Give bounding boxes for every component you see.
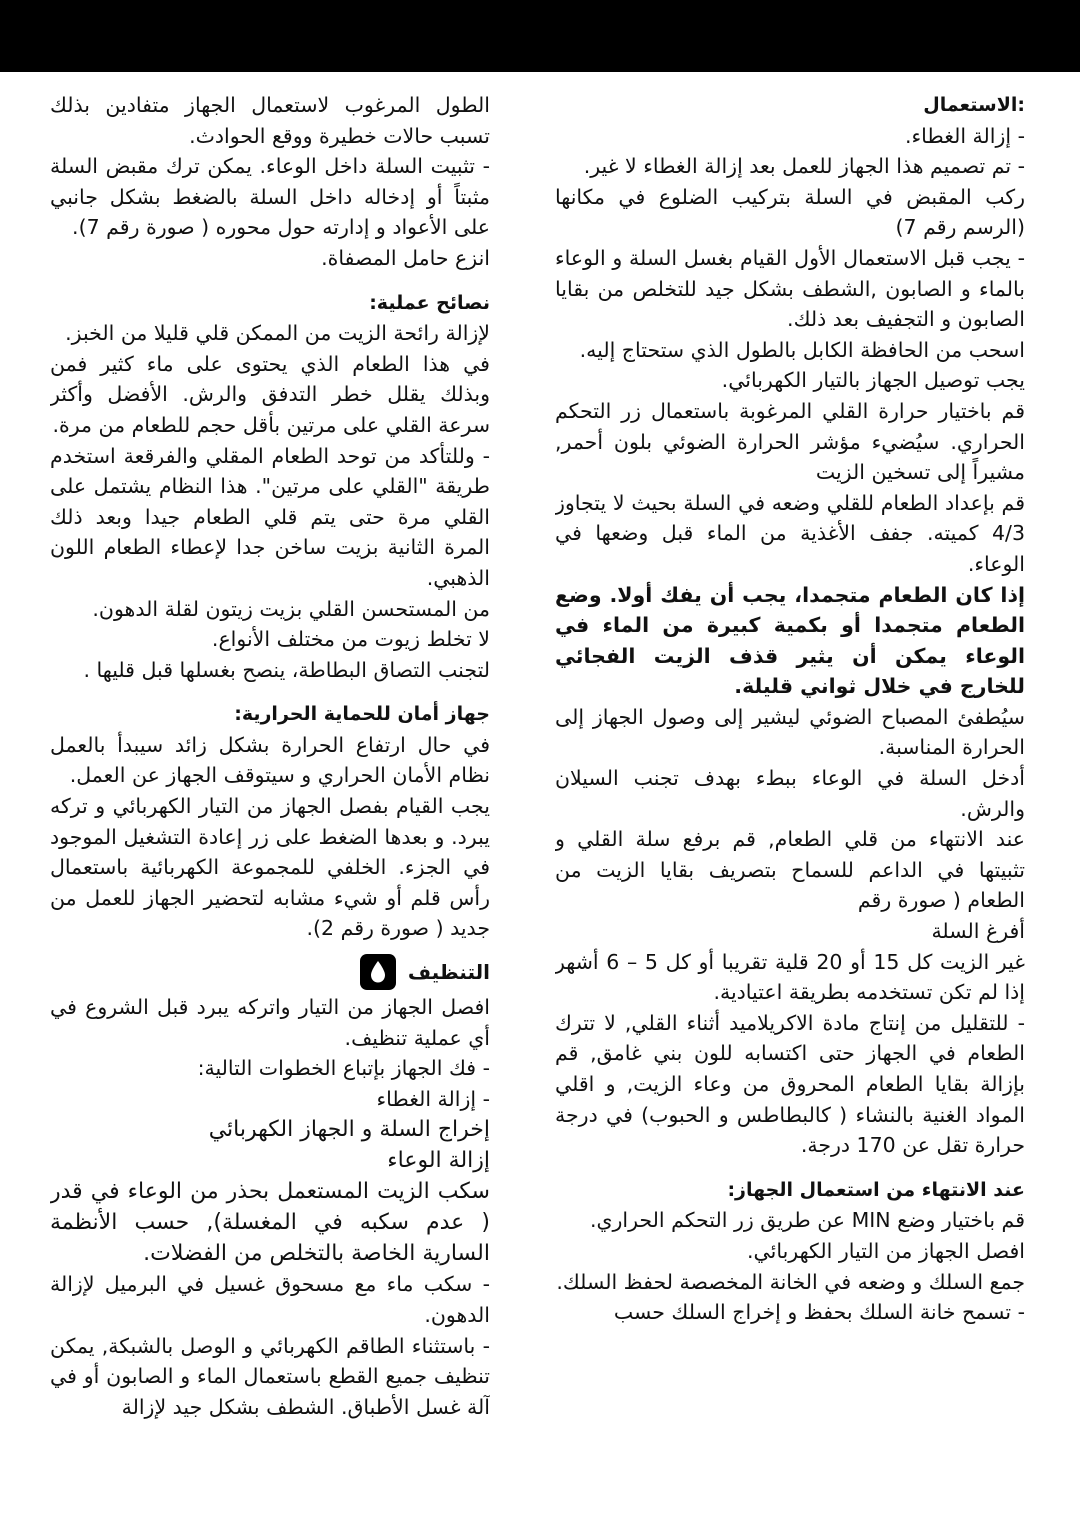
- cleaning-header: [50, 954, 490, 990]
- use-line: - يجب قبل الاستعمال الأول القيام بغسل السلة و الوعاء بالماء و الصابون ,الشطف بشكل جيد للتخلص من بقايا الصابون و التجفيف بعد ذلك.: [555, 245, 1025, 332]
- cleaning-step: إزالة الوعاء: [387, 1148, 490, 1174]
- use-line: عند الانتهاء من قلي الطعام, قم برفع سلة القلي و تثبيتها في الداعم للسماح بتصريف بقايا الزيت من الطعام ( صورة رقم: [555, 827, 1025, 913]
- use-line: - للتقليل من إنتاج مادة الاكريلاميد أثناء القلي, لا تترك الطعام في الجهاز حتى اكتسابه للون بني غامق, قم بإزالة بقايا الطعام المحروق من وعاء الزيت, و اقلي المواد الغنية بالنشاء ( كالبطاطس و الحبوب) في درجة حرارة تقل عن 170 درجة.: [555, 1010, 1025, 1158]
- water-drop-icon: [360, 954, 396, 990]
- tip-line: لتجنب التصاق البطاطة، ينصح بغسلها قبل قليها .: [83, 657, 490, 682]
- use-line: يجب توصيل الجهاز بالتيار الكهربائي.: [721, 368, 1025, 393]
- cleaning-step: إخراج السلة و الجهاز الكهربائي: [208, 1117, 490, 1143]
- use-line: أفرغ السلة: [931, 919, 1025, 944]
- end-of-use-heading: عند الانتهاء من استعمال الجهاز:: [727, 1178, 1025, 1201]
- tips-heading: نصائح عملية:: [369, 291, 490, 314]
- tip-line: في هذا الطعام الذي يحتوى على ماء كثير فمن وبذلك يقلل خطر التدفق والرش. الأفضل وأكثر سرعة القلي على مرتين بأقل حجم للطعام من مرة.: [50, 351, 490, 437]
- use-line: أدخل السلة في الوعاء ببطء بهدف تجنب السيلان والرش.: [555, 766, 1025, 821]
- use-line: سيُطفئ المصباح الضوئي ليشير إلى وصول الجهاز إلى الحرارة المناسبة.: [555, 704, 1025, 760]
- cleaning-step: سكب الزيت المستعمل بحذر من الوعاء في قدر ( عدم سكبه في المغسلة), حسب الأنظمة السارية الخاصة بالتخلص من الفضلات.: [50, 1179, 490, 1267]
- end-line: - تسمح خانة السلك بحفظ و إخراج السلك حسب: [613, 1300, 1025, 1325]
- right-column: [555, 90, 1025, 1504]
- use-line: ركب المقبض في السلة بتركيب الضلوع في مكانها (الرسم رقم 7): [555, 184, 1025, 240]
- cleaning-step: - سكب ماء مع مسحوق غسيل في البرميل لإزالة الدهون.: [50, 1272, 490, 1327]
- thermal-line: يجب القيام بفصل الجهاز من التيار الكهربائي و تركه يبرد. و بعدها الضغط على زر إعادة التشغيل الموجود في الجزء. الخلفي للمجموعة الكهربائية باستعمال رأس قلم أو شيء مشابه لتحضير الجهاز للعمل من جديد ( صورة رقم 2).: [50, 794, 490, 941]
- cleaning-line: افصل الجهاز من التيار واتركه يبرد قبل الشروع في أي عملية تنظيف.: [50, 995, 490, 1050]
- use-line: اسحب من الحافظة الكابل بالطول الذي ستحتاج إليه.: [579, 337, 1025, 362]
- left-column: [50, 90, 490, 1504]
- tip-line: لإزالة رائحة الزيت من الممكن قلي قليلا من الخبز.: [65, 321, 490, 346]
- use-line: قم بإعداد الطعام للقلي وضعه في السلة بحيث لا يتجاوز 4/3 كميته. جفف الأغذية من الماء قبل وضعها في الوعاء.: [555, 490, 1025, 576]
- tip-line: من المستحسن القلي بزيت زيتون لقلة الدهون.: [92, 596, 490, 621]
- cleaning-line: - إزالة الغطاء: [376, 1086, 490, 1111]
- tip-line: لا تخلط زيوت من مختلف الأنواع.: [211, 627, 490, 652]
- thermal-line: في حال ارتفاع الحرارة بشكل زائد سيبدأ بالعمل نظام الأمان الحراري و سيتوقف الجهاز عن العمل.: [50, 732, 490, 788]
- end-line: جمع السلك و وضعه في الخانة المخصصة لحفظ السلك.: [556, 1269, 1025, 1294]
- cleaning-line: - فك الجهاز بإتباع الخطوات التالية:: [197, 1056, 490, 1081]
- tip-line: - وللتأكد من توحد الطعام المقلي والفرقعة استخدم طريقة "القلي على مرتين". هذا النظام يشتمل على القلي مرة حتى يتم قلي الطعام جيدا وبعد ذلك المرة الثانية بزيت ساخن جدا لإعطاء الطعام اللون الذهبي.: [50, 443, 490, 590]
- use-line: - إزالة الغطاء.: [904, 123, 1025, 148]
- cleaning-heading: التنظيف: [407, 959, 490, 984]
- use-line: قم باختيار حرارة القلي المرغوبة باستعمال زر التحكم الحراري. سيُضيء مؤشر الحرارة الضوئي بلون أحمر, مشيراً إلى تسخين الزيت: [555, 398, 1025, 485]
- intro-line: انزع حامل المصفاة.: [321, 245, 490, 270]
- use-line: غير الزيت كل 15 أو 20 قلية تقريبا أو كل 5 – 6 أشهر إذا لم تكن تستخدمه بطريقة اعتيادية.: [555, 949, 1025, 1005]
- cleaning-step: - باستثناء الطاقم الكهربائي و الوصل بالشبكة, يمكن تنظيف جميع القطع باستعمال الماء و الصابون أو في آلة غسل الأطباق. الشطف بشكل جيد لإزالة: [50, 1333, 490, 1419]
- end-line: افصل الجهاز من التيار الكهربائي.: [747, 1238, 1025, 1263]
- frozen-food-warning: إذا كان الطعام متجمدا، يجب أن يفك أولا. وضع الطعام متجمدا أو بكمية كبيرة من الماء في الوعاء يمكن أن يثير قذف الزيت الفجائي للخارج في خلال ثواني قليلة.: [555, 582, 1025, 699]
- intro-line: - تثبيت السلة داخل الوعاء. يمكن ترك مقبض السلة مثبتاً أو إدخاله داخل السلة بالضغط بشكل جانبي على الأعواد و إدارته حول محوره ( صورة رقم 7).: [50, 154, 490, 240]
- use-heading: :الاستعمال: [923, 94, 1025, 116]
- intro-line: الطول المرغوب لاستعمال الجهاز متفادين بذلك تسبب حالات خطيرة ووقع الحوادث.: [50, 93, 490, 148]
- use-line: - تم تصميم هذا الجهاز للعمل بعد إزالة الغطاء لا غير.: [583, 154, 1025, 179]
- end-line: قم باختيار وضع MIN عن طريق زر التحكم الحراري.: [589, 1208, 1025, 1233]
- thermal-protection-heading: جهاز أمان للحماية الحرارية:: [234, 703, 490, 726]
- top-black-bar: [0, 0, 1080, 72]
